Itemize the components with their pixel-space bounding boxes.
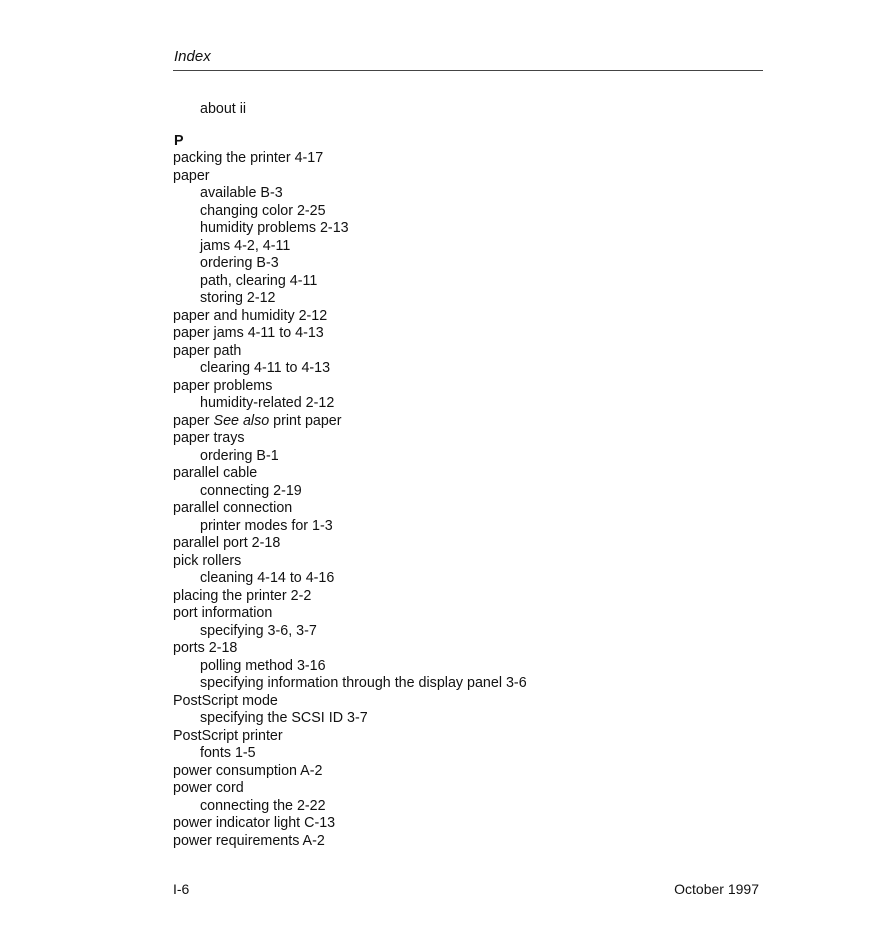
index-subentry: about ii: [200, 101, 247, 117]
index-entry: paper jams 4-11 to 4-13: [173, 325, 324, 341]
index-subentry: connecting the 2-22: [200, 797, 326, 814]
index-entry: packing the printer 4-17: [173, 150, 324, 166]
index-entry: parallel connection: [173, 500, 293, 516]
index-entries: [173, 101, 773, 850]
index-subentry: fonts 1-5: [200, 745, 256, 761]
index-subentry: jams 4-2, 4-11: [200, 237, 291, 254]
index-entry: power requirements A-2: [173, 832, 325, 849]
footer-date: October 1997: [674, 881, 759, 897]
index-subentry: ordering B-3: [200, 255, 279, 271]
see-also-target: print paper: [269, 412, 342, 429]
index-subentry: humidity problems 2-13: [200, 220, 349, 236]
index-subentry: clearing 4-11 to 4-13: [200, 360, 331, 376]
index-subentry: humidity-related 2-12: [200, 395, 335, 411]
index-entry: PostScript printer: [173, 727, 283, 744]
index-entry: placing the printer 2-2: [173, 587, 312, 604]
index-entry: parallel cable: [173, 465, 258, 481]
see-also-label: See also: [213, 412, 270, 429]
index-subentry: specifying the SCSI ID 3-7: [200, 710, 368, 726]
index-subentry: available B-3: [200, 185, 283, 201]
index-entry: power indicator light C-13: [173, 815, 336, 831]
index-subentry: storing 2-12: [200, 290, 276, 306]
index-entry: paper trays: [173, 430, 245, 446]
index-subentry: printer modes for 1-3: [200, 517, 333, 534]
index-entry: paper problems: [173, 377, 273, 394]
index-subentry: connecting 2-19: [200, 482, 302, 499]
index-entry-see-also: [173, 413, 773, 431]
index-entry: power cord: [173, 780, 244, 796]
index-subentry: specifying 3-6, 3-7: [200, 622, 317, 639]
footer-page-number: I-6: [173, 881, 190, 897]
index-subentry: polling method 3-16: [200, 657, 326, 674]
index-entry: power consumption A-2: [173, 762, 323, 779]
index-subentry: specifying information through the display panel 3-6: [200, 675, 527, 691]
index-entry: paper and humidity 2-12: [173, 307, 328, 324]
see-also-term: paper: [173, 412, 214, 429]
index-entry: paper path: [173, 342, 242, 359]
index-entry: port information: [173, 605, 273, 621]
index-entry: parallel port 2-18: [173, 535, 281, 551]
index-entry: ports 2-18: [173, 640, 238, 656]
index-subentry: path, clearing 4-11: [200, 272, 318, 289]
index-entry-list: [173, 150, 773, 850]
index-entry: pick rollers: [173, 552, 242, 569]
section-letter: P: [174, 132, 184, 149]
index-entry: paper: [173, 167, 210, 184]
running-header-title: Index: [174, 48, 211, 65]
index-entry: PostScript mode: [173, 692, 278, 709]
index-subentry: changing color 2-25: [200, 202, 326, 219]
index-subentry: cleaning 4-14 to 4-16: [200, 570, 335, 586]
index-subentry: ordering B-1: [200, 447, 279, 464]
header-rule: [173, 70, 763, 71]
section-gap: [173, 119, 773, 133]
